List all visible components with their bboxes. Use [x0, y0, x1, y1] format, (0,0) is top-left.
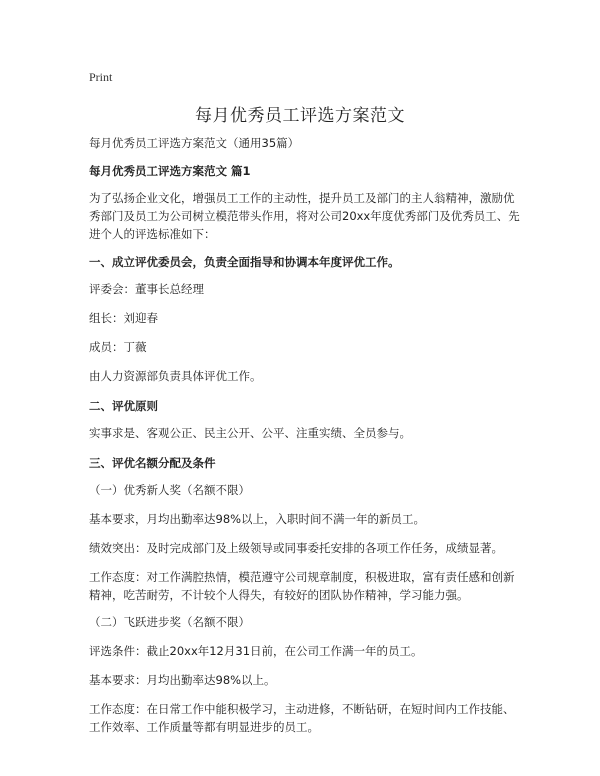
award-progress-condition: 评选条件：截止20xx年12月31日前，在公司工作满一年的员工。 [89, 644, 423, 658]
leader-line: 组长：刘迎春 [89, 311, 158, 325]
heading-committee: 一、成立评优委员会，负责全面指导和协调本年度评优工作。 [89, 255, 400, 269]
intro-paragraph: 为了弘扬企业文化，增强员工工作的主动性，提升员工及部门的主人翁精神，激励优秀部门及员工为公司树立模范带头作用，将对公司20xx年度优秀部门及优秀员工、先进个人的评选标准如下： [89, 191, 520, 241]
principle-line: 实事求是、客观公正、民主公开、公平、注重实绩、全员参与。 [89, 426, 411, 440]
committee-line: 评委会：董事长总经理 [89, 282, 204, 296]
print-label: Print [89, 70, 113, 84]
award-new-requirement: 基本要求，月均出勤率达98%以上，入职时间不满一年的新员工。 [89, 512, 426, 526]
hr-note: 由人力资源部负责具体评优工作。 [89, 369, 262, 383]
award-progress-attitude: 工作态度：在日常工作中能积极学习，主动进修，不断钻研，在短时间内工作技能、工作效率、工作质量等都有明显进步的员工。 [89, 702, 515, 734]
member-line: 成员：丁薇 [89, 340, 147, 354]
document-subtitle: 每月优秀员工评选方案范文（通用35篇） [89, 136, 300, 150]
document-title: 每月优秀员工评选方案范文 [195, 106, 405, 126]
section-title: 每月优秀员工评选方案范文 篇1 [89, 164, 251, 178]
heading-quota: 三、评优名额分配及条件 [89, 456, 216, 470]
heading-principle: 二、评优原则 [89, 399, 158, 413]
award-new-title: （一）优秀新人奖（名额不限） [89, 483, 250, 497]
document-body [89, 133, 525, 745]
award-new-attitude: 工作态度：对工作满腔热情，模范遵守公司规章制度，积极进取，富有责任感和创新精神，吃苦耐劳，不计较个人得失，有较好的团队协作精神，学习能力强。 [89, 570, 515, 602]
award-new-performance: 绩效突出：及时完成部门及上级领导或同事委托安排的各项工作任务，成绩显著。 [89, 541, 503, 555]
award-progress-requirement: 基本要求：月均出勤率达98%以上。 [89, 673, 276, 687]
award-progress-title: （二）飞跃进步奖（名额不限） [89, 615, 250, 629]
